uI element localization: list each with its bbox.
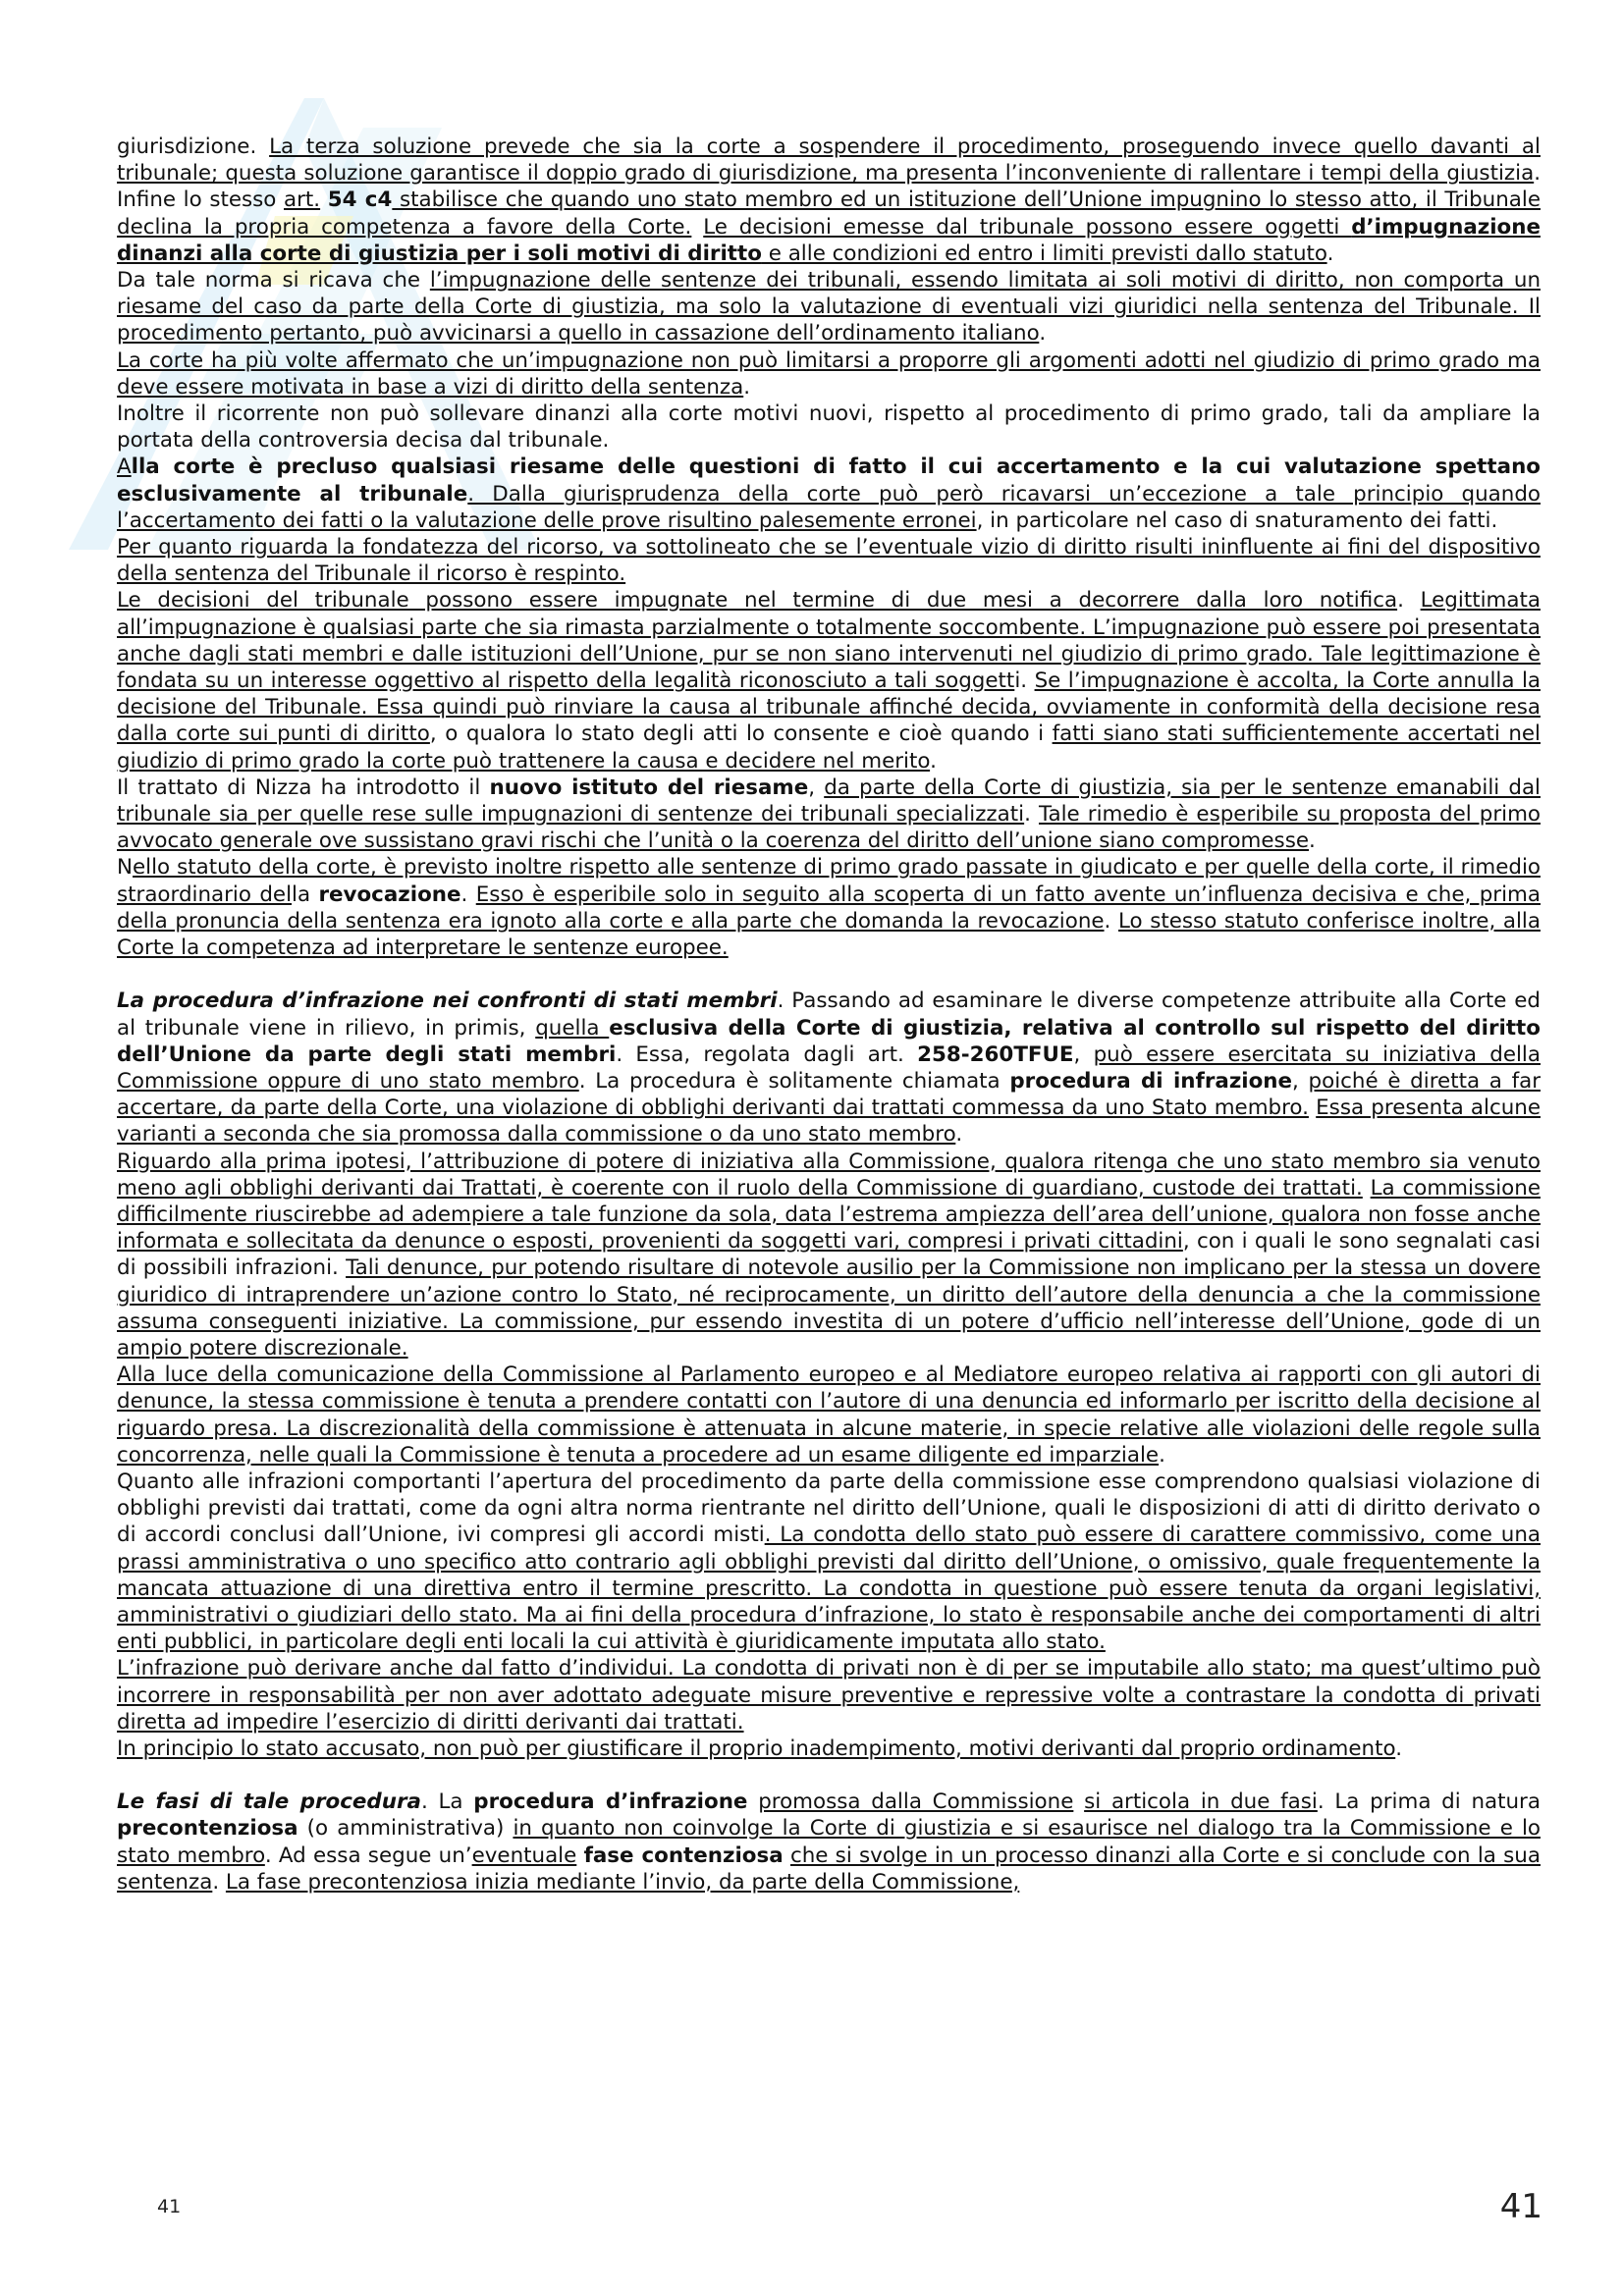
text-run: Tale rimedio è esperibile su proposta del primo avvocato generale ove sussistano gravi rischi che l’unità o la coerenza del diritto dell’unione siano compromesse xyxy=(117,802,1541,854)
text-run: . Essa, regolata dagli art. xyxy=(616,1041,918,1067)
text-run: . xyxy=(1326,240,1334,266)
text-run: Esso è esperibile solo in seguito alla scoperta di un fatto avente un’influenza decisiva e che, prima della pronuncia della sentenza era ignoto alla corte e alla parte che domanda la revocazione xyxy=(117,881,1541,934)
text-run: Tali denunce, pur potendo risultare di notevole ausilio per la Commissione non implicano per la stessa un dovere giuridico di intraprendere un’azione contro lo Stato, né reciprocamente, un diritto dell’autore della denuncia a che la commissione assuma conseguenti iniziative. La commissione, pur essendo investita di un potere d’ufficio nell’interesse dell’Unione, gode di un ampio potere discrezionale. xyxy=(117,1255,1541,1361)
text-run: ello statuto della corte, è previsto inoltre rispetto alle sentenze di primo grado passate in giudicato e per quelle della corte, il rimedio straordinario del xyxy=(117,855,1541,907)
paragraph xyxy=(117,587,1541,774)
text-run: 54 c4 xyxy=(327,187,393,213)
paragraph xyxy=(117,400,1541,454)
paragraph xyxy=(117,1362,1541,1468)
text-run: Riguardo alla prima ipotesi, l’attribuzione di potere di iniziativa alla Commissione, qualora ritenga che uno stato membro sia venuto meno agli obblighi derivanti dai Trattati, è coerente con il ruolo della Commissione di guardiano, custode dei trattati. xyxy=(117,1148,1541,1201)
text-run: La fase precontenziosa inizia mediante l’invio, da parte della Commissione, xyxy=(225,1869,1020,1895)
text-run: . La prima di natura xyxy=(1317,1789,1541,1815)
text-run: . La procedura è solitamente chiamata xyxy=(578,1068,1010,1094)
text-run: , xyxy=(1073,1041,1094,1067)
text-run: . xyxy=(1039,321,1047,347)
text-run xyxy=(576,1843,583,1868)
text-run: A xyxy=(117,454,132,480)
text-run: i. xyxy=(1014,668,1035,694)
paragraph xyxy=(117,854,1541,961)
text-run: quella xyxy=(535,1015,610,1041)
paragraph xyxy=(117,534,1541,587)
text-run: . La condotta dello stato può essere di carattere commissivo, come una prassi amministrativa o uno specifico atto contrario agli obblighi previsti dal diritto dell’Unione, o omissivo, quale frequentemente la mancata attuazione di una direttiva entro il termine prescritto. La condotta in questione può essere tenuta da organi legislativi, amministrativi o giudiziari dello stato. Ma ai fini della procedura d’infrazione, lo stato è responsabile anche dei comportamenti di altri enti pubblici, in particolare degli enti locali la cui attività è giuridicamente imputata allo stato. xyxy=(117,1522,1541,1655)
paragraph xyxy=(117,133,1541,267)
text-run xyxy=(1363,1176,1371,1201)
text-run: Alla luce della comunicazione della Commissione al Parlamento europeo e al Mediatore europeo relativa ai rapporti con gli autori di denunce, la stessa commissione è tenuta a prendere contatti con l’autore di una denuncia ed informarlo per iscritto della decisione al riguardo presa. La discrezionalità della commissione è attenuata in alcune materie, in specie relative alle violazioni delle regole sulla concorrenza, nelle quali la Commissione è tenuta a procedere ad un esame diligente ed imparziale xyxy=(117,1362,1541,1468)
text-run: procedura di infrazione xyxy=(1009,1068,1293,1094)
text-run: . La xyxy=(420,1789,474,1815)
text-run: esclusiva della Corte di giustizia, relativa al controllo sul rispetto del diritto dell’Unione da parte degli stati membri xyxy=(117,1015,1541,1067)
text-run: La commissione difficilmente riuscirebbe ad adempiere a tale funzione da sola, data l’estrema ampiezza dell’area dell’unione, qualora non fosse anche informata e sollecitata da denunce o esposti, provenienti da soggetti vari, compresi i privati cittadini xyxy=(117,1175,1541,1255)
text-run: , con i quali le sono segnalati casi di possibili infrazioni. xyxy=(117,1229,1541,1281)
paragraph xyxy=(117,1468,1541,1655)
text-run: . xyxy=(1024,802,1039,828)
text-run: . xyxy=(1397,588,1421,614)
text-run: d’impugnazione dinanzi alla corte di giustizia per i soli motivi di diritto xyxy=(117,214,1541,266)
text-run: La procedura d’infrazione nei confronti di stati membri xyxy=(117,988,778,1014)
text-run: nuovo istituto del riesame xyxy=(489,774,809,800)
paragraph xyxy=(117,988,1541,1148)
text-run: stabilisce che quando uno stato membro ed un istituzione dell’Unione impugnino lo stesso atto, il Tribunale declina la propria competenza a favore della Corte. xyxy=(117,187,1541,240)
text-run: . Passando ad esaminare le diverse competenze attribuite alla Corte ed al tribunale viene in rilievo, in primis, xyxy=(117,988,1542,1041)
text-run: In principio lo stato accusato, non può per giustificare il proprio inadempimento, motivi derivanti dal proprio ordinamento xyxy=(117,1735,1396,1761)
text-run: . xyxy=(1395,1735,1403,1761)
text-run: l’impugnazione delle sentenze dei tribunali, essendo limitata ai soli motivi di diritto, non comporta un riesame del caso da parte della Corte di giustizia, ma solo la valutazione di eventuali vizi giuridici nella sentenza del Tribunale. Il procedimento pertanto, può avvicinarsi a quello in cassazione dell’ordinamento italiano xyxy=(117,268,1541,347)
paragraph xyxy=(117,454,1541,534)
text-run: promossa dalla Commissione xyxy=(758,1789,1074,1815)
text-run: precontenziosa xyxy=(117,1816,298,1842)
text-run: 258-260TFUE xyxy=(917,1041,1074,1067)
text-run: si articola in due fasi xyxy=(1084,1789,1318,1815)
text-run: lla corte è precluso qualsiasi riesame delle questioni di fatto il cui accertamento e la cui valutazione spettano esclusivamente al tribunale xyxy=(117,454,1541,507)
text-run: fase contenziosa xyxy=(583,1842,784,1868)
text-run: (o amministrativa) xyxy=(298,1816,514,1842)
paragraph xyxy=(117,1655,1541,1735)
text-run: , o qualora lo stato degli atti lo consente e cioè quando i xyxy=(429,721,1053,747)
text-run: , in particolare nel caso di snaturamento dei fatti. xyxy=(976,507,1498,533)
text-run: giurisdizione xyxy=(117,134,250,159)
text-run: Legittimata all’impugnazione è qualsiasi parte che sia rimasta parzialmente o totalmente soccombente. L’impugnazione può essere poi presentata anche dagli stati membri e dalle istituzioni dell’Unione, pur se non siano intervenuti nel giudizio di primo grado. Tale legittimazione è fondata su un interesse oggettivo al rispetto della legalità riconosciuto a tali soggett xyxy=(117,588,1541,694)
text-run: fatti siano stati sufficientemente accertati nel giudizio di primo grado la corte può trattenere la causa e decidere nel merito xyxy=(117,721,1541,774)
text-run: procedura d’infrazione xyxy=(473,1789,748,1815)
text-run: . Dalla giurisprudenza della corte può però ricavarsi un’eccezione a tale principio quando l’accertamento dei fatti o la valutazione delle prove risultino palesemente erronei xyxy=(117,481,1541,533)
text-run: , xyxy=(1292,1068,1309,1094)
text-run: Da tale norma si ricava che xyxy=(117,268,430,294)
paragraph xyxy=(117,1148,1541,1362)
text-run: Le fasi di tale procedura xyxy=(117,1789,421,1815)
text-run xyxy=(1073,1789,1084,1814)
text-run: La terza soluzione prevede che sia la corte a sospendere il procedimento, proseguendo invece quello davanti al tribunale; questa soluzione garantisce il doppio grado di giurisdizione, ma presenta l’inconveniente di rallentare i tempi della giustizia xyxy=(117,134,1541,187)
text-run: revocazione xyxy=(318,881,461,907)
paragraph xyxy=(117,774,1541,855)
text-run: da parte della Corte di giustizia, sia per le sentenze emanabili dal tribunale sia per quelle rese sulle impugnazioni di sentenze dei tribunali specializzati xyxy=(117,774,1541,828)
text-run: la xyxy=(292,881,319,907)
text-run: La corte ha più volte affermato che un’impugnazione non può limitarsi a proporre gli argomenti adotti nel giudizio di primo grado ma deve essere motivata in base a vizi di diritto della sentenza xyxy=(117,347,1541,400)
paragraph xyxy=(117,267,1541,347)
text-run: e alle condizioni ed entro i limiti previsti dallo statuto xyxy=(761,240,1327,266)
text-run xyxy=(320,187,328,212)
text-run xyxy=(691,215,703,240)
text-run: . Ad essa segue un’ xyxy=(264,1842,472,1868)
text-run: in quanto non coinvolge la Corte di giustizia e si esaurisce nel dialogo tra la Commissione e lo stato membro xyxy=(117,1816,1541,1868)
footer-page-number-small: 41 xyxy=(157,2196,182,2217)
text-run: . Infine lo stesso xyxy=(117,161,1541,213)
text-run: Il trattato di Nizza ha introdotto il xyxy=(117,774,490,800)
text-run: . xyxy=(1104,908,1118,934)
text-run: Se l’impugnazione è accolta, la Corte annulla la decisione del Tribunale. Essa quindi può rinviare la causa al tribunale affinché decida, ovviamente in conformità della decisione resa dalla corte sui punti di diritto xyxy=(117,668,1541,747)
text-run: Inoltre il ricorrente non può sollevare dinanzi alla corte motivi nuovi, rispetto al procedimento di primo grado, tali da ampliare la portata della controversia decisa dal tribunale. xyxy=(117,401,1541,454)
text-run: , xyxy=(808,774,825,800)
text-run: . xyxy=(1309,828,1316,854)
page-number: 41 xyxy=(1499,2187,1542,2226)
text-run: che si svolge in un processo dinanzi alla Corte e si conclude con la sua sentenza xyxy=(117,1842,1541,1895)
text-run: . xyxy=(460,881,476,907)
text-run: N xyxy=(117,855,134,881)
paragraph xyxy=(117,1789,1541,1896)
text-run: Essa presenta alcune varianti a seconda che sia promossa dalla commissione o da uno stato membro xyxy=(117,1095,1541,1148)
text-run: eventuale xyxy=(471,1842,577,1868)
document-body xyxy=(117,133,1541,1896)
paragraph xyxy=(117,1735,1541,1762)
text-run: Quanto alle infrazioni comportanti l’apertura del procedimento da parte della commissione esse comprendono qualsiasi violazione di obblighi previsti dai trattati, come da ogni altra norma rientrante nel diritto dell’Unione, quali le disposizioni di atti di diritto derivato o di accordi conclusi dall’Unione, ivi compresi gli accordi misti xyxy=(117,1468,1541,1548)
text-run xyxy=(784,1843,790,1868)
text-run: art. xyxy=(284,187,321,213)
text-run: . xyxy=(743,374,751,400)
text-run: può essere esercitata su iniziativa della Commissione oppure di uno stato membro xyxy=(117,1041,1541,1094)
text-run: poiché è diretta a far accertare, da parte della Corte, una violazione di obblighi derivanti dai trattati commessa da uno Stato membro. xyxy=(117,1068,1542,1121)
text-run: . xyxy=(1159,1442,1165,1468)
text-run: Per quanto riguarda la fondatezza del ricorso, va sottolineato che se l’eventuale vizio di diritto risulti ininfluente ai fini del dispositivo della sentenza del Tribunale il ricorso è respinto. xyxy=(117,535,1541,587)
text-run: . xyxy=(212,1869,226,1895)
text-run: Le decisioni emesse dal tribunale possono essere oggetti xyxy=(703,214,1352,240)
text-run: . xyxy=(930,748,937,774)
text-run: L’infrazione può derivare anche dal fatto d’individui. La condotta di privati non è di per se imputabile allo stato; ma quest’ultimo può incorrere in responsabilità per non aver adottato adeguate misure preventive e repressive volte a contrastare la condotta di privati diretta ad impedire l’esercizio di diritti derivanti dai trattati. xyxy=(117,1656,1541,1735)
text-run: . xyxy=(955,1122,963,1148)
text-run xyxy=(747,1789,758,1814)
text-run: Lo stesso statuto conferisce inoltre, alla Corte la competenza ad interpretare le sentenze europee. xyxy=(117,908,1541,961)
paragraph xyxy=(117,347,1541,400)
text-run: . xyxy=(249,134,270,159)
text-run: Le decisioni del tribunale possono essere impugnate nel termine di due mesi a decorrere dalla loro notifica xyxy=(117,588,1398,614)
